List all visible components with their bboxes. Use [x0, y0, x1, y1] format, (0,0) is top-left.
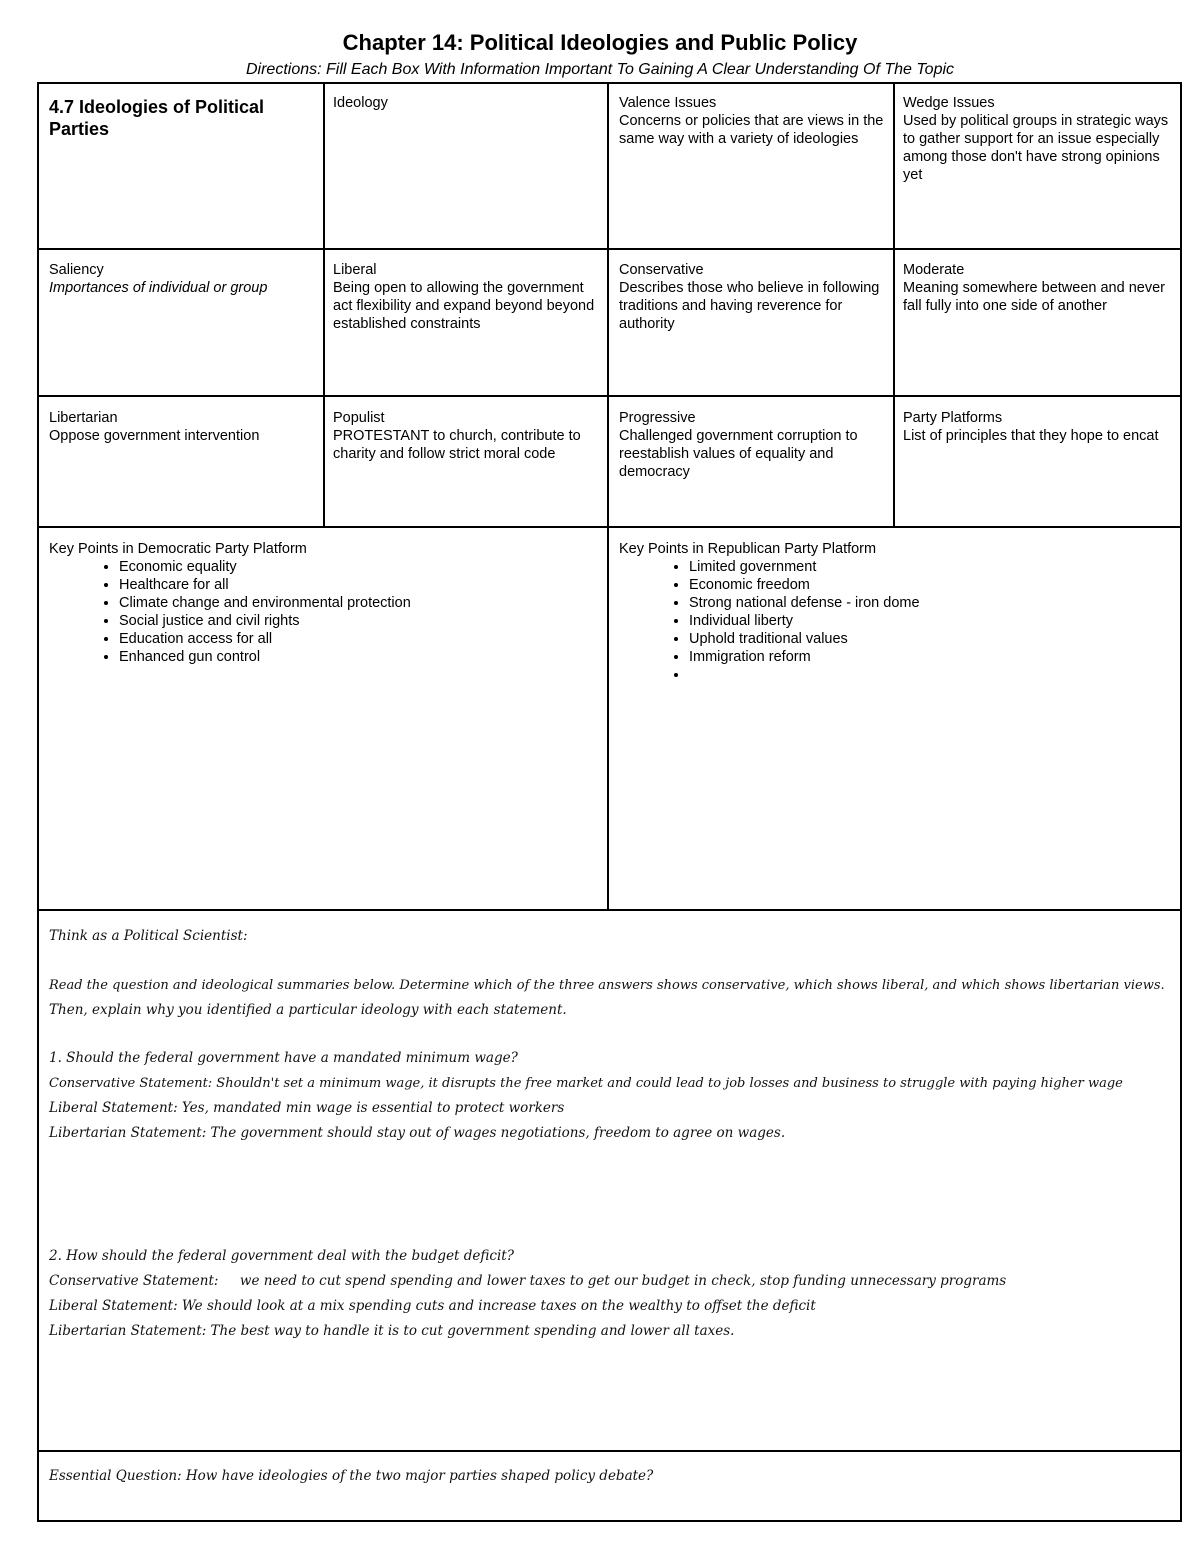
list-item: • Economic freedom — [689, 576, 1175, 594]
grid-line — [37, 1520, 1182, 1522]
grid-line — [37, 82, 39, 1522]
term-definition: Concerns or policies that are views in the same way with a variety of ideologies — [619, 113, 884, 147]
term-definition: List of principles that they hope to encat — [903, 428, 1159, 444]
party-platforms-cell — [903, 409, 1175, 445]
republican-platform-heading: Key Points in Republican Party Platform — [619, 541, 877, 557]
term-label: Moderate — [903, 262, 965, 278]
topic-cell — [49, 96, 311, 140]
list-item: • Uphold traditional values — [689, 630, 1175, 648]
liberal-cell — [333, 261, 599, 333]
progressive-cell — [619, 409, 885, 481]
essential-question: Essential Question: How have ideologies of the two major parties shaped policy debate? — [49, 1468, 654, 1484]
grid-line — [37, 82, 1182, 84]
list-item: • Economic equality — [119, 558, 599, 576]
term-definition: Challenged government corruption to reestablish values of equality and democracy — [619, 428, 858, 480]
term-definition: Being open to allowing the government act flexibility and expand beyond beyond established constraints — [333, 280, 595, 332]
term-definition: Oppose government intervention — [49, 428, 260, 444]
term-definition: Describes those who believe in following traditions and having reverence for authority — [619, 280, 880, 332]
list-item: • Immigration reform — [689, 648, 1175, 666]
term-label: Party Platforms — [903, 410, 1003, 426]
list-item: • Strong national defense - iron dome — [689, 594, 1175, 612]
wedge-cell — [903, 94, 1175, 184]
saliency-cell — [49, 261, 315, 297]
term-definition: PROTESTANT to church, contribute to charity and follow strict moral code — [333, 428, 581, 462]
term-definition: Meaning somewhere between and never fall fully into one side of another — [903, 280, 1165, 314]
q1-liberal-statement: Liberal Statement: Yes, mandated min wage is essential to protect workers — [49, 1100, 565, 1116]
list-item: • Enhanced gun control — [119, 648, 599, 666]
q2-liberal-statement: Liberal Statement: We should look at a mix spending cuts and increase taxes on the wealthy to offset the deficit — [49, 1298, 816, 1314]
term-label: Valence Issues — [619, 95, 717, 111]
q2-libertarian-statement: Libertarian Statement: The best way to handle it is to cut government spending and lower all taxes. — [49, 1323, 735, 1339]
grid-line — [37, 526, 1182, 528]
think-instructions: Then, explain why you identified a particular ideology with each statement. — [49, 1002, 567, 1018]
term-definition: Used by political groups in strategic ways to gather support for an issue especially among those don't have strong opinions yet — [903, 113, 1169, 183]
term-label: Libertarian — [49, 410, 118, 426]
democratic-platform-heading: Key Points in Democratic Party Platform — [49, 541, 307, 557]
grid-line — [37, 395, 1182, 397]
term-label: Progressive — [619, 410, 696, 426]
list-item: • Education access for all — [119, 630, 599, 648]
list-item: • Individual liberty — [689, 612, 1175, 630]
republican-platform-cell — [619, 540, 1175, 684]
grid-line — [323, 82, 325, 527]
q2-conservative-statement: Conservative Statement: we need to cut spend spending and lower taxes to get our budget in check, stop funding unnecessary programs — [49, 1273, 1007, 1289]
term-label: Wedge Issues — [903, 95, 995, 111]
term-label: Conservative — [619, 262, 704, 278]
term-label: Liberal — [333, 262, 377, 278]
term-label: Saliency — [49, 262, 104, 278]
list-item: • Climate change and environmental protection — [119, 594, 599, 612]
populist-cell — [333, 409, 599, 463]
grid-line — [607, 82, 609, 910]
q1-libertarian-statement: Libertarian Statement: The government should stay out of wages negotiations, freedom to agree on wages. — [49, 1125, 786, 1141]
grid-line — [893, 82, 895, 527]
libertarian-cell — [49, 409, 315, 445]
term-label: Populist — [333, 410, 385, 426]
conservative-cell — [619, 261, 885, 333]
term-label: Ideology — [333, 95, 388, 111]
topic-title: 4.7 Ideologies of Political Parties — [49, 97, 265, 139]
list-item — [689, 666, 1175, 684]
grid-line — [1180, 82, 1182, 1522]
democratic-platform-cell — [49, 540, 599, 666]
democratic-points-list — [49, 558, 599, 666]
list-item: • Healthcare for all — [119, 576, 599, 594]
think-instructions: Read the question and ideological summaries below. Determine which of the three answers shows conservative, which shows liberal, and which shows libertarian views. — [49, 978, 1165, 993]
moderate-cell — [903, 261, 1175, 315]
page-title: Chapter 14: Political Ideologies and Public Policy — [342, 30, 858, 55]
grid-line — [37, 1450, 1182, 1452]
think-heading: Think as a Political Scientist: — [49, 928, 248, 944]
grid-line — [37, 909, 1182, 911]
directions: Directions: Fill Each Box With Information Important To Gaining A Clear Understanding Of The Topic — [245, 61, 955, 78]
ideology-cell — [333, 94, 599, 112]
question-2: 2. How should the federal government deal with the budget deficit? — [49, 1248, 514, 1264]
q1-conservative-statement: Conservative Statement: Shouldn't set a minimum wage, it disrupts the free market and could lead to job losses and business to struggle with paying higher wage — [49, 1076, 1123, 1091]
worksheet-grid — [37, 82, 1200, 1522]
list-item: • Limited government — [689, 558, 1175, 576]
valence-cell — [619, 94, 885, 148]
grid-line — [37, 248, 1182, 250]
term-definition: Importances of individual or group — [49, 280, 268, 296]
list-item: • Social justice and civil rights — [119, 612, 599, 630]
question-1: 1. Should the federal government have a mandated minimum wage? — [49, 1050, 518, 1066]
republican-points-list — [619, 558, 1175, 684]
